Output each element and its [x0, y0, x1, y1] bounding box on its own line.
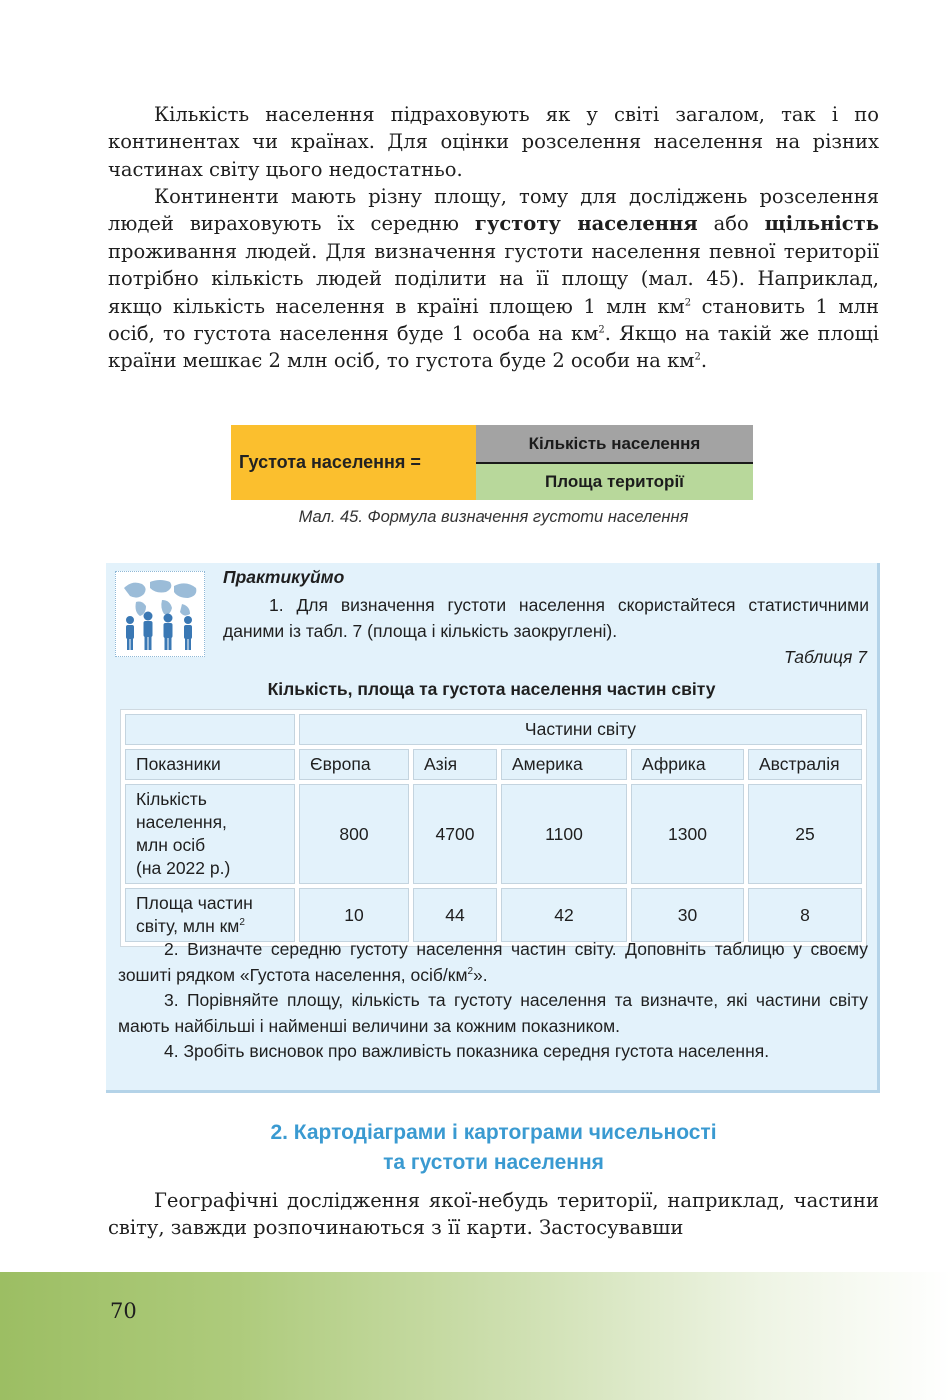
table-row-header-label: Показники — [125, 749, 295, 780]
task-3: 3. Порівняйте площу, кількість та густоту населення та визначте, які частини світу мають найбільші і найменші величини за кожним показником. — [118, 990, 868, 1036]
row-label-line — [136, 915, 284, 938]
table-cell: 1100 — [501, 784, 627, 884]
task-2-text: 2. Визначте середню густоту населення частин світу. Доповніть таблицю у своєму зошиті рядком «Густота населення, осіб/км — [118, 939, 868, 985]
section-heading-line: 2. Картодіаграми і картограми чисельності — [270, 1121, 717, 1144]
page-number: 70 — [110, 1299, 137, 1323]
task-2 — [118, 937, 868, 988]
maps-text: Географічні дослідження якої-небудь території, наприклад, частини світу, завжди розпочинаються з її карти. Застосувавши — [108, 1189, 879, 1240]
term-density: густоту населення — [474, 212, 698, 236]
practice-box — [106, 563, 880, 1093]
density-text-part: проживання людей. Для визначення густоти населення певної території потрібно кількість людей поділити на її площу (мал. 45). Наприклад, якщо кількість населення в країні площею 1 млн км — [108, 239, 879, 318]
page-footer-band — [0, 1272, 952, 1400]
row-label-line: Площа частин — [136, 893, 253, 913]
figure-caption: Мал. 45. Формула визначення густоти населення — [298, 508, 689, 526]
density-text-part: . — [700, 349, 708, 373]
superscript: 2 — [239, 917, 245, 929]
row-label-line: млн осіб — [136, 835, 206, 855]
row-label-line: Кількість — [136, 789, 207, 809]
row-label-text: світу, млн км — [136, 916, 240, 936]
table-title: Кількість, площа та густота населення частин світу — [267, 679, 716, 699]
table-group-header: Частини світу — [299, 714, 862, 745]
density-text — [108, 183, 879, 375]
row-label-line: (на 2022 р.) — [136, 858, 231, 878]
table-row — [125, 784, 862, 884]
task-2-text: ». — [473, 964, 488, 985]
density-text-part: Континенти мають різну площу, тому для досліджень розселення людей вираховують їх середню — [108, 185, 879, 236]
superscript: 2 — [694, 351, 701, 363]
table-column-header: Європа — [299, 749, 409, 780]
table-cell: 800 — [299, 784, 409, 884]
table-corner-cell — [125, 714, 295, 745]
table-column-header: Австралія — [748, 749, 862, 780]
table-cell: 42 — [501, 888, 627, 942]
superscript: 2 — [684, 297, 692, 309]
task-1-text: 1. Для визначення густоти населення скористайтеся статистичними даними із табл. 7 (площа і кількість заокруглені). — [223, 595, 869, 641]
intro-text: Кількість населення підраховують як у світі загалом, так і по континентах чи країнах. Для оцінки розселення населення на різних частинах світу цього недостатньо. — [108, 103, 879, 181]
table-label: Таблиця 7 — [783, 647, 867, 667]
superscript: 2 — [467, 965, 474, 977]
table-cell: 44 — [413, 888, 497, 942]
people-world-icon — [115, 571, 205, 657]
density-text-part: становить 1 млн осіб, то густота населення буде 1 особа на км — [108, 294, 879, 346]
formula-numerator: Кількість населення — [476, 425, 753, 462]
section-heading — [108, 1118, 879, 1178]
task-1 — [223, 593, 869, 644]
term-concentration: щільність — [764, 212, 879, 236]
table-cell: 4700 — [413, 784, 497, 884]
practice-title: Практикуймо — [223, 567, 345, 587]
density-formula — [231, 425, 753, 500]
intro-paragraph — [108, 101, 879, 183]
tasks-2-4 — [118, 937, 868, 1065]
formula-denominator: Площа території — [476, 464, 753, 500]
table-cell: 10 — [299, 888, 409, 942]
maps-paragraph — [108, 1187, 879, 1242]
density-text-part: або — [697, 212, 765, 236]
table-column-header: Африка — [631, 749, 744, 780]
table-row — [125, 749, 862, 780]
table-row — [125, 714, 862, 745]
section-heading-line: та густоти населення — [383, 1151, 604, 1174]
table-cell: 8 — [748, 888, 862, 942]
row-label-line: населення, — [136, 812, 227, 832]
density-paragraph — [108, 183, 879, 375]
population-table — [120, 709, 867, 947]
table-cell: 1300 — [631, 784, 744, 884]
table-row-label — [125, 784, 295, 884]
table-column-header: Америка — [501, 749, 627, 780]
superscript: 2 — [598, 324, 605, 336]
formula-left: Густота населення = — [231, 425, 476, 500]
table-row-label — [125, 888, 295, 942]
table-cell: 25 — [748, 784, 862, 884]
density-text-part: . Якщо на такій же площі країни мешкає 2 млн осіб, то густота буде 2 особи на км — [108, 322, 879, 373]
table-cell: 30 — [631, 888, 744, 942]
table-row — [125, 888, 862, 942]
table-column-header: Азія — [413, 749, 497, 780]
task-4: 4. Зробіть висновок про важливість показника середня густота населення. — [164, 1041, 770, 1061]
